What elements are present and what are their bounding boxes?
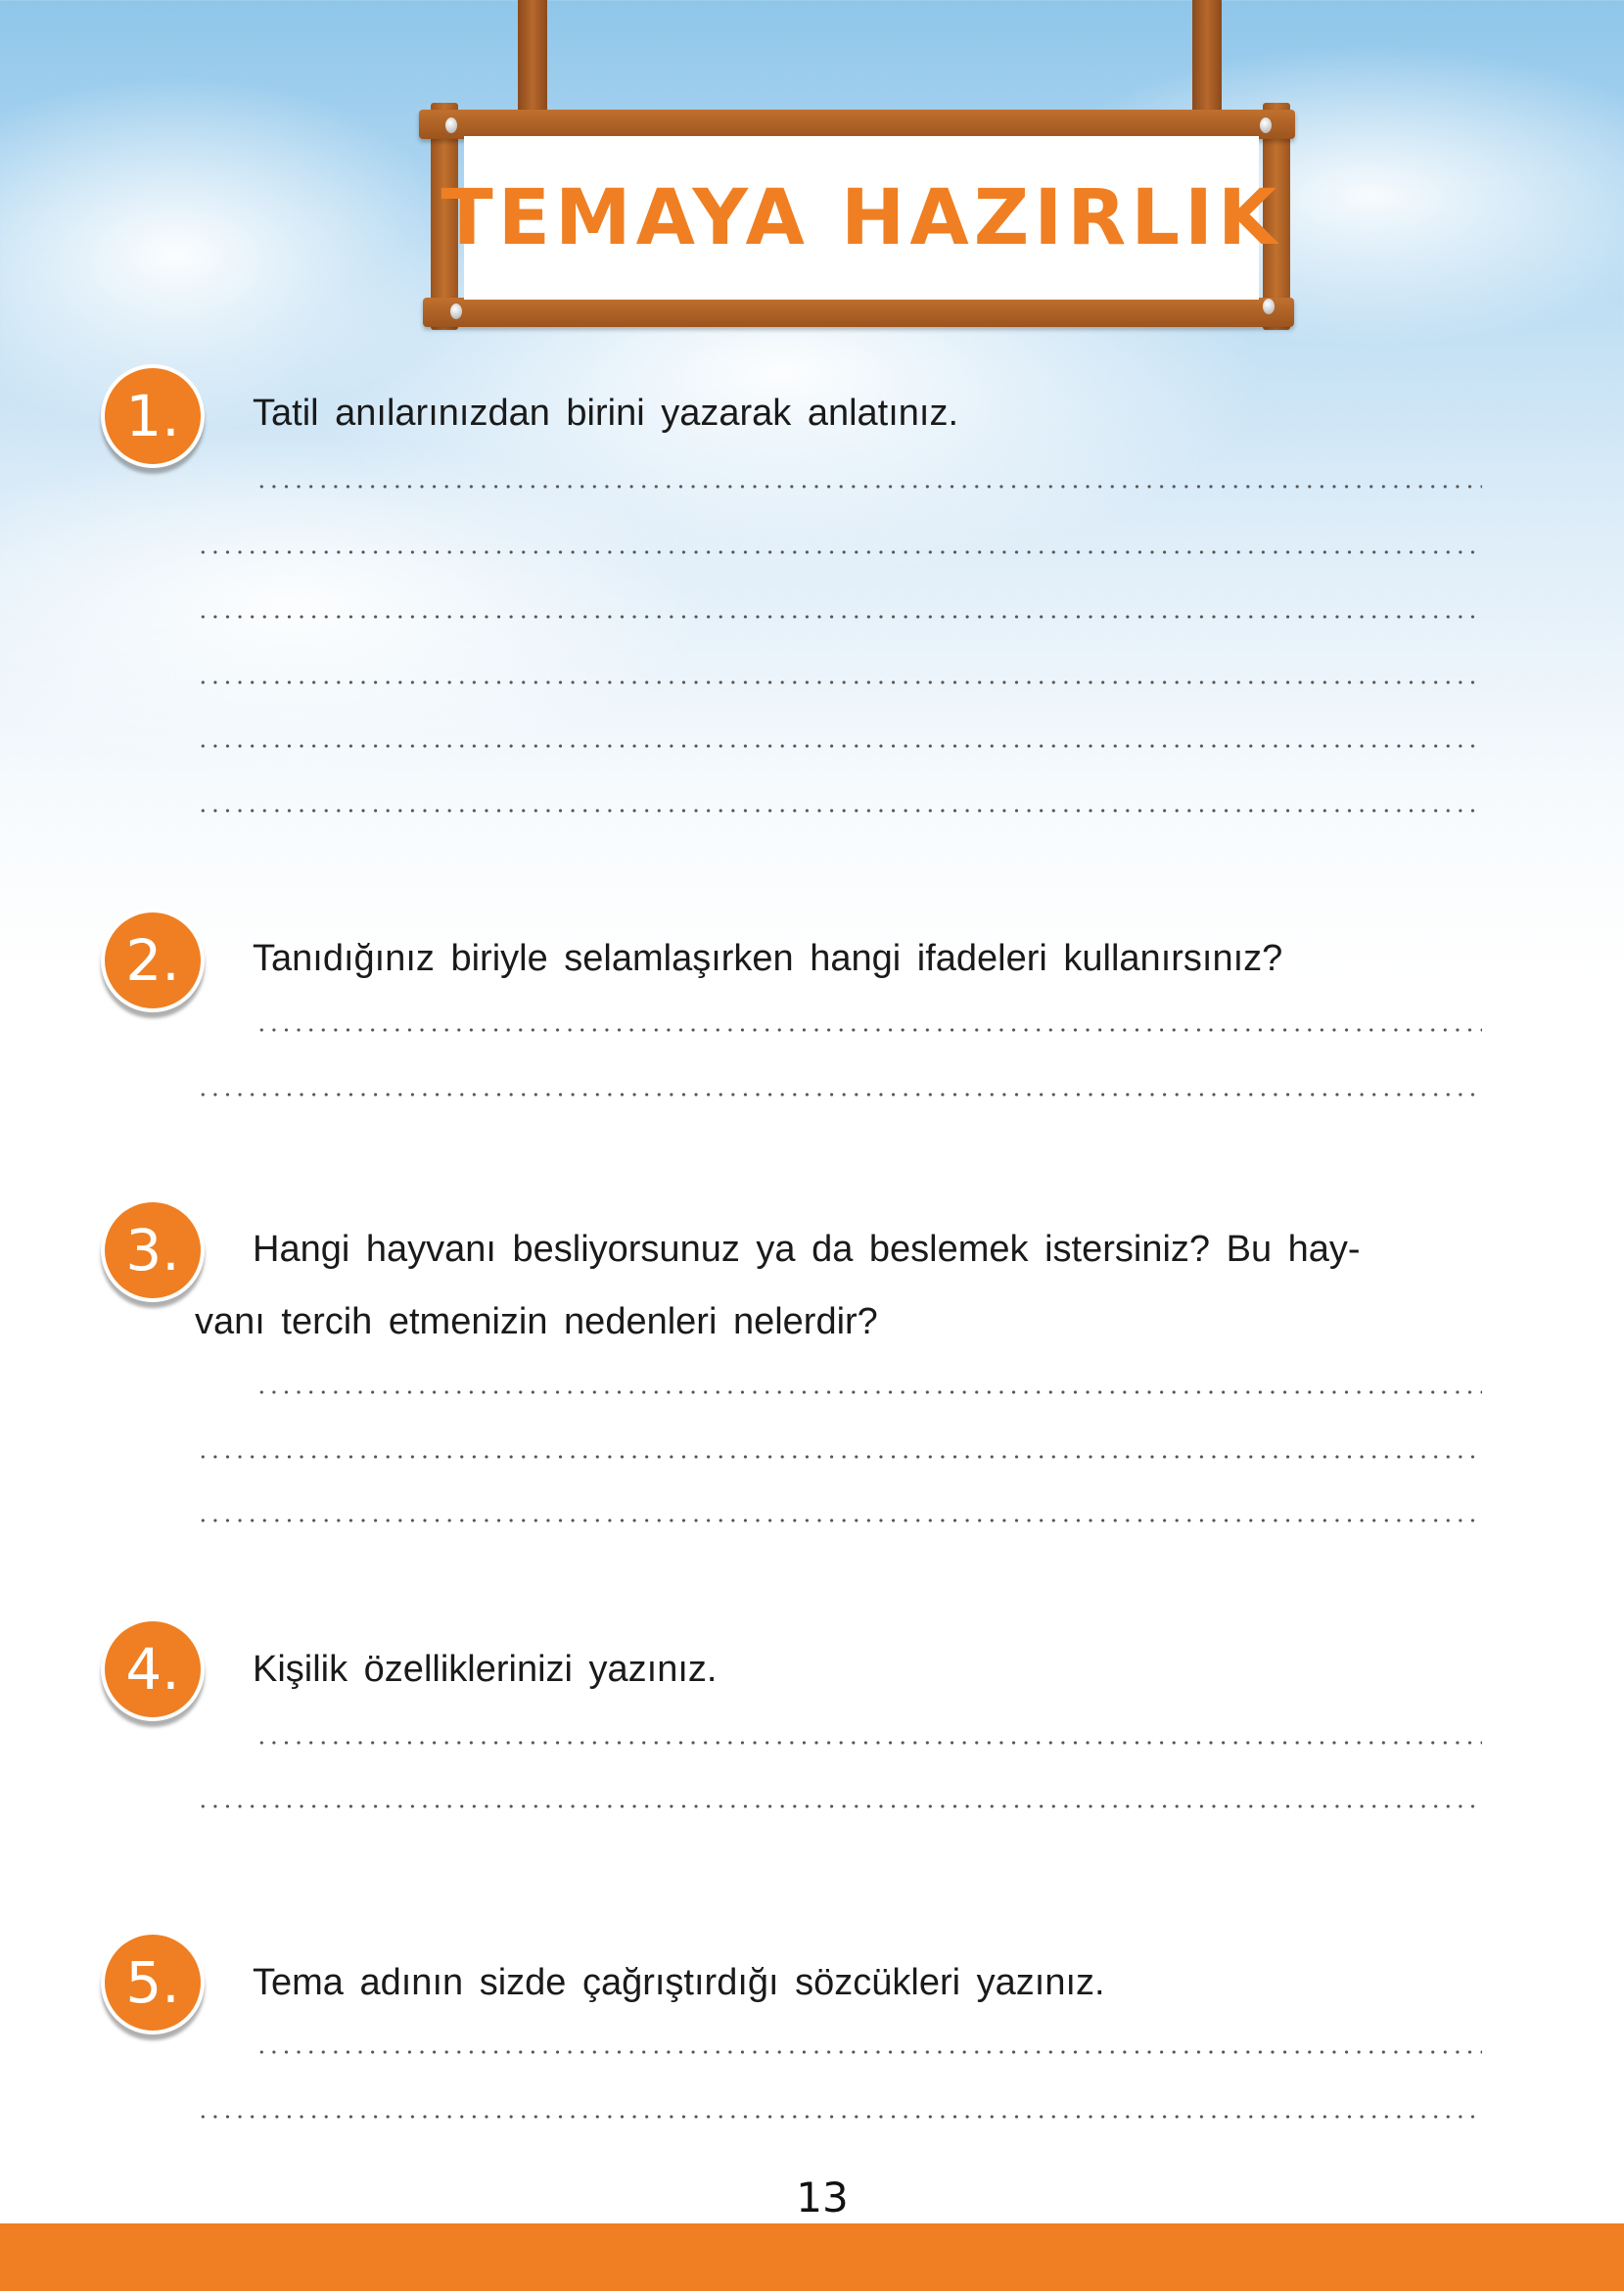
answer-line[interactable] [255,1740,1482,1746]
question-number-badge: 4. [101,1617,205,1721]
nail-icon [1263,299,1275,314]
answer-line[interactable] [197,549,1482,555]
question-number-badge: 5. [101,1931,205,2034]
sign-panel [441,136,1282,300]
answer-line[interactable] [255,2049,1482,2055]
nail-icon [445,117,457,133]
answer-line[interactable] [197,614,1482,620]
answer-line[interactable] [255,1389,1482,1395]
nail-icon [450,304,462,319]
question-number-badge: 1. [101,364,205,468]
page-number: 13 [796,2174,849,2221]
question-number-badge: 3. [101,1198,205,1302]
question-text: Tema adının sizde çağrıştırdığı sözcükleri yazınız. [253,1962,1105,2003]
question-text-line2: vanı tercih etmenizin nedenleri nelerdir? [195,1301,878,1342]
nail-icon [1260,117,1272,133]
sign-frame-top [419,110,1295,139]
answer-line[interactable] [197,1803,1482,1809]
answer-line[interactable] [197,1518,1482,1523]
answer-line[interactable] [197,1092,1482,1098]
answer-line[interactable] [197,808,1482,814]
answer-line[interactable] [255,1027,1482,1033]
sign-frame-bottom [423,298,1294,327]
question-number-badge: 2. [101,909,205,1012]
question-text: Kişilik özelliklerinizi yazınız. [253,1649,718,1690]
sign-post-right [1192,0,1222,122]
answer-line[interactable] [197,743,1482,749]
question-text: Tatil anılarınızdan birini yazarak anlatınız. [253,393,959,434]
question-text-line1: Hangi hayvanı besliyorsunuz ya da beslemek istersiniz? Bu hay- [253,1229,1361,1270]
answer-line[interactable] [197,1454,1482,1460]
footer-bar [0,2223,1624,2291]
answer-line[interactable] [255,484,1482,490]
question-text: Tanıdığınız biriyle selamlaşırken hangi ifadeleri kullanırsınız? [253,938,1283,979]
sign-post-left [518,0,547,122]
answer-line[interactable] [197,679,1482,685]
page-title: TEMAYA HAZIRLIK [441,173,1282,262]
answer-line[interactable] [197,2114,1482,2120]
